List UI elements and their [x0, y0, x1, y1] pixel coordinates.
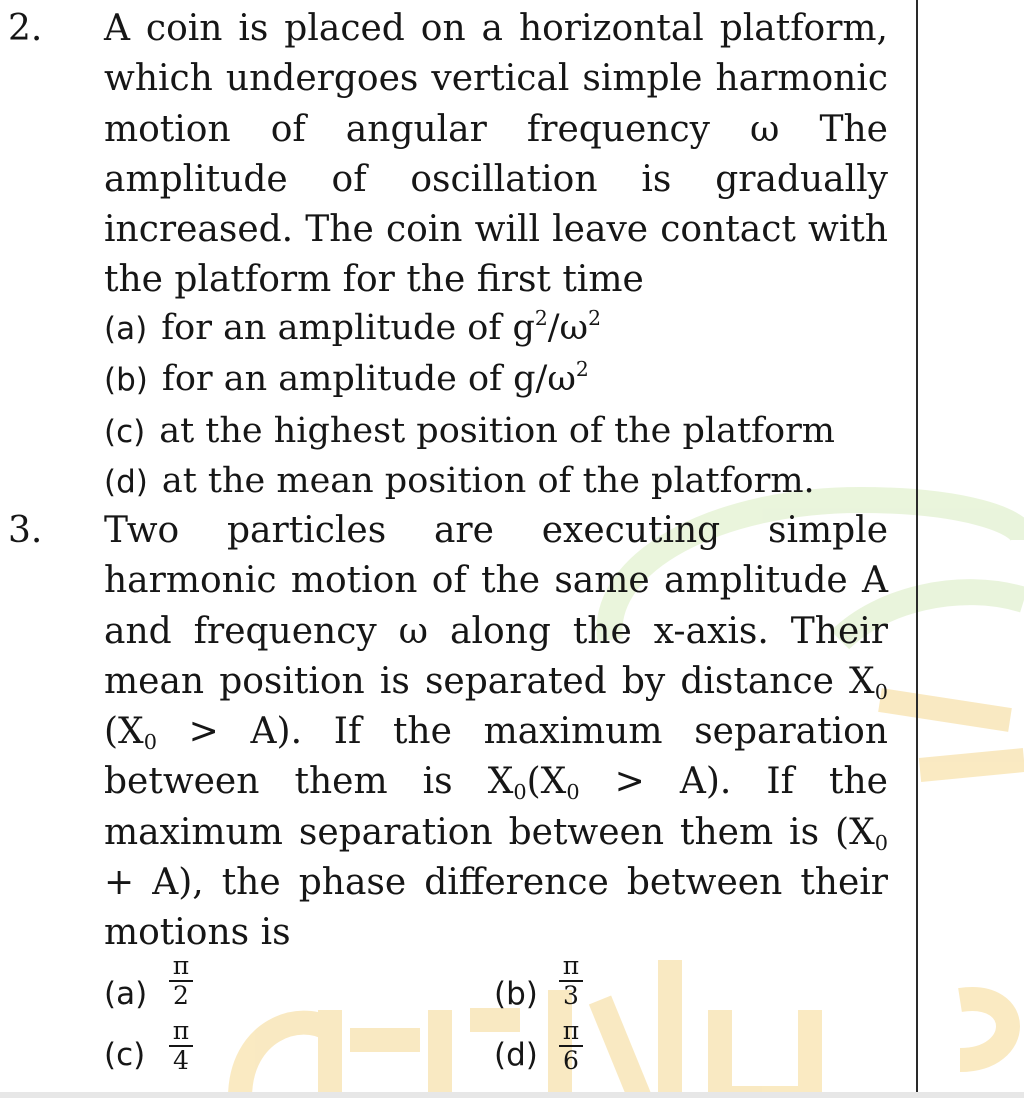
column-divider	[916, 0, 918, 1098]
option-text: for an amplitude of g/ω	[161, 359, 576, 399]
question-number: 2.	[8, 8, 43, 49]
fraction-denominator: 3	[563, 981, 579, 1010]
fraction-numerator: π	[562, 1016, 580, 1045]
fraction	[556, 952, 586, 1010]
symbol-x: X	[487, 761, 514, 803]
symbol-x: X	[118, 711, 144, 753]
symbol-x: X	[540, 761, 567, 803]
option-text: for an amplitude of g	[161, 308, 535, 348]
option-d	[104, 456, 815, 507]
subscript: 0	[874, 830, 888, 855]
subscript: 0	[874, 679, 888, 704]
symbol-x: X	[849, 660, 875, 702]
subscript: 0	[143, 730, 157, 755]
question-text: A coin is placed on a horizontal platform, which undergoes vertical simple harmonic motion of angular frequency ω The amplitude of oscillation is gradually increased. The coin will leave contact with the platform for the first time	[104, 8, 888, 301]
punct: (	[104, 711, 119, 753]
question-text-part: + A), the phase difference between their motions is	[104, 862, 888, 954]
fraction-denominator: 6	[563, 1046, 579, 1075]
fraction-numerator: π	[172, 951, 190, 980]
option-label: (a)	[104, 976, 148, 1012]
superscript: 2	[575, 356, 589, 381]
fraction	[166, 952, 196, 1010]
page-bottom-edge	[0, 1092, 1024, 1098]
option-a	[104, 303, 601, 354]
option-b	[104, 354, 589, 405]
fraction-numerator: π	[562, 951, 580, 980]
option-label: (b)	[494, 976, 538, 1012]
option-text: at the highest position of the platform	[159, 411, 835, 451]
fraction-numerator: π	[172, 1016, 190, 1045]
option-label: (d)	[494, 1037, 538, 1073]
option-c	[104, 406, 835, 457]
subscript: 0	[566, 780, 580, 805]
option-text: at the mean position of the platform.	[161, 461, 815, 501]
option-label: (b)	[104, 362, 148, 398]
subscript: 0	[513, 780, 527, 805]
option-label: (c)	[104, 1037, 146, 1073]
fraction	[166, 1017, 196, 1075]
fraction	[556, 1017, 586, 1075]
superscript: 2	[588, 305, 602, 330]
option-d	[494, 1029, 538, 1080]
option-c	[104, 1029, 145, 1080]
question-number: 3.	[8, 510, 43, 551]
question-text	[104, 506, 888, 959]
symbol-x: X	[849, 811, 875, 853]
superscript: 2	[534, 305, 548, 330]
question-text-part: > A). If the maximum separation between them is	[104, 761, 888, 853]
punct: (	[526, 761, 541, 803]
question-text-part: > A). If the maximum separation between them is	[104, 711, 888, 803]
question-text-part: Two particles are executing simple harmonic motion of the same amplitude A and frequency ω along the x-axis. Their mean position is separated by distance	[104, 510, 888, 702]
option-label: (c)	[104, 414, 146, 450]
fraction-denominator: 4	[173, 1046, 189, 1075]
option-a	[104, 968, 147, 1019]
option-label: (d)	[104, 464, 148, 500]
punct: (	[835, 811, 850, 853]
option-text: /ω	[547, 308, 589, 348]
option-b	[494, 968, 538, 1019]
fraction-denominator: 2	[173, 981, 189, 1010]
option-label: (a)	[104, 311, 148, 347]
